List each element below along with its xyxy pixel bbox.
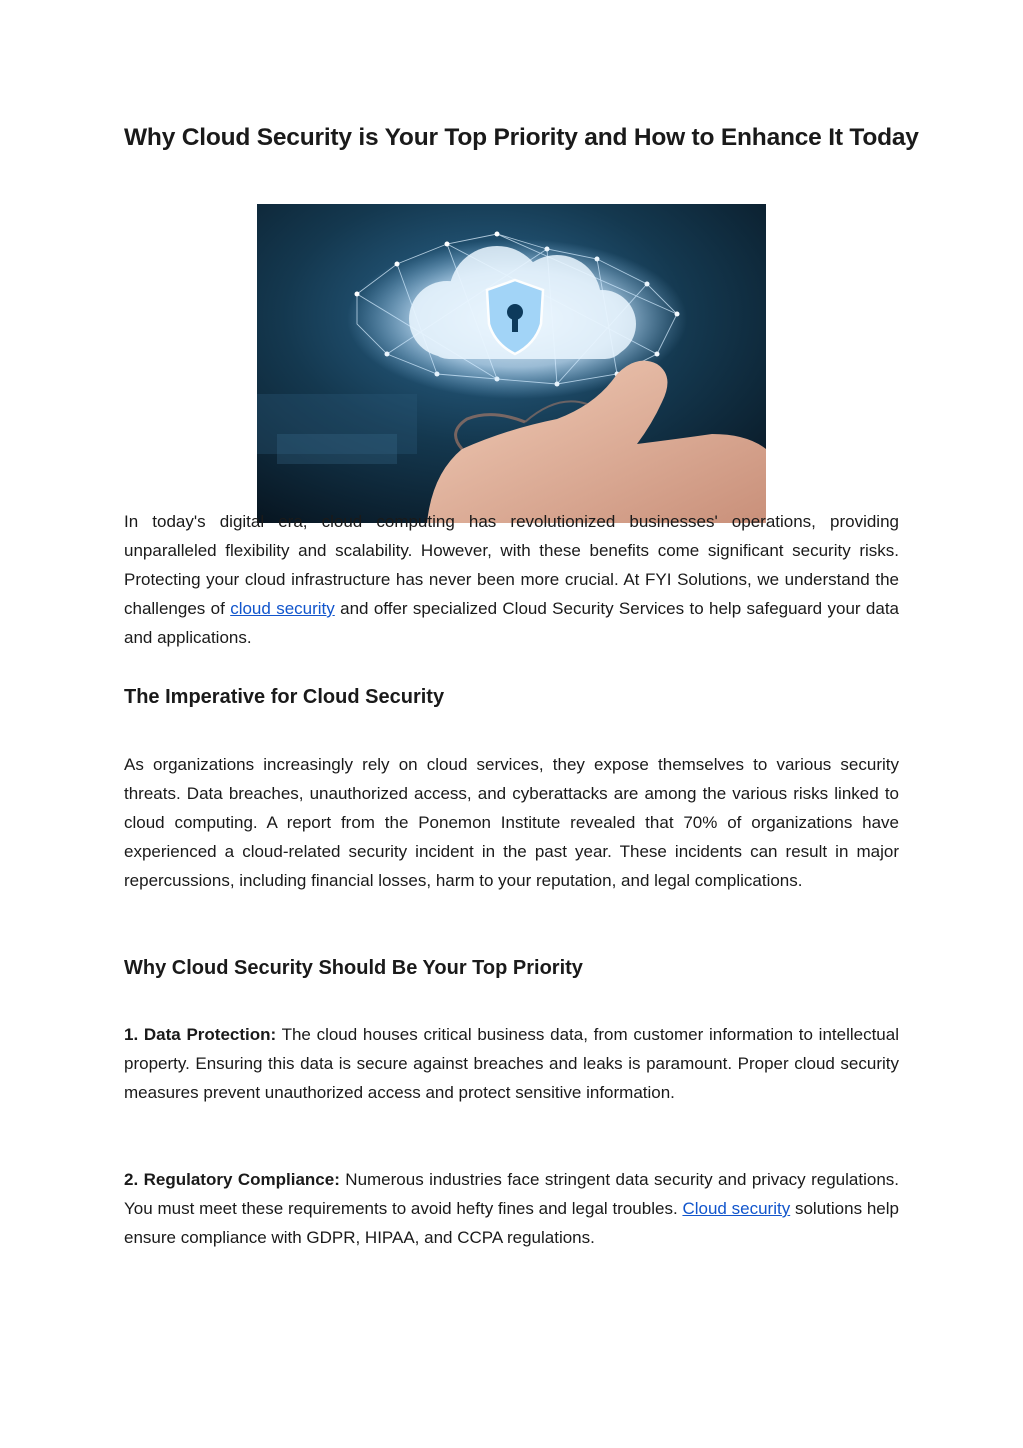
intro-paragraph	[124, 507, 899, 652]
data-protection-text: The cloud houses critical business data, from customer information to intellectual property. Ensuring this data is secure against breaches and leaks is paramount. Proper cloud security measures prevent unauthorized access and protect sensitive information.	[124, 1025, 899, 1102]
data-protection-label: 1. Data Protection:	[124, 1025, 277, 1044]
section-heading-top-priority: Why Cloud Security Should Be Your Top Priority	[124, 957, 583, 979]
cloud-security-link[interactable]: cloud security	[230, 599, 335, 618]
regulatory-compliance-item	[124, 1165, 899, 1252]
data-protection-item	[124, 1020, 899, 1107]
regulatory-compliance-text-after: solutions help ensure compliance with GDPR, HIPAA, and CCPA regulations.	[124, 1199, 899, 1247]
cloud-security-link-2[interactable]: Cloud security	[682, 1199, 791, 1218]
regulatory-compliance-label: 2. Regulatory Compliance:	[124, 1170, 340, 1189]
regulatory-compliance-text: Numerous industries face stringent data security and privacy regulations. You must meet these requirements to avoid hefty fines and legal troubles.	[124, 1170, 899, 1218]
intro-text-continued: and offer specialized Cloud Security Services to help safeguard your data and applications.	[124, 599, 900, 647]
intro-text: In today's digital era, cloud computing has revolutionized businesses' operations, providing unparalleled flexibility and scalability. However, with these benefits come significant security risks. Protecting your cloud infrastructure has never been more crucial. At FYI Solutions, we understand the challenges of	[124, 512, 899, 618]
page-title: Why Cloud Security is Your Top Priority and How to Enhance It Today	[124, 124, 919, 151]
section-heading-imperative: The Imperative for Cloud Security	[124, 686, 445, 708]
cloud-security-hand-image	[257, 204, 766, 523]
imperative-paragraph: As organizations increasingly rely on cloud services, they expose themselves to various security threats. Data breaches, unauthorized access, and cyberattacks are among the various risks linked to cloud computing. A report from the Ponemon Institute revealed that 70% of organizations have experienced a cloud-related security incident in the past year. These incidents can result in major repercussions, including financial losses, harm to your reputation, and legal complications.	[124, 755, 899, 890]
